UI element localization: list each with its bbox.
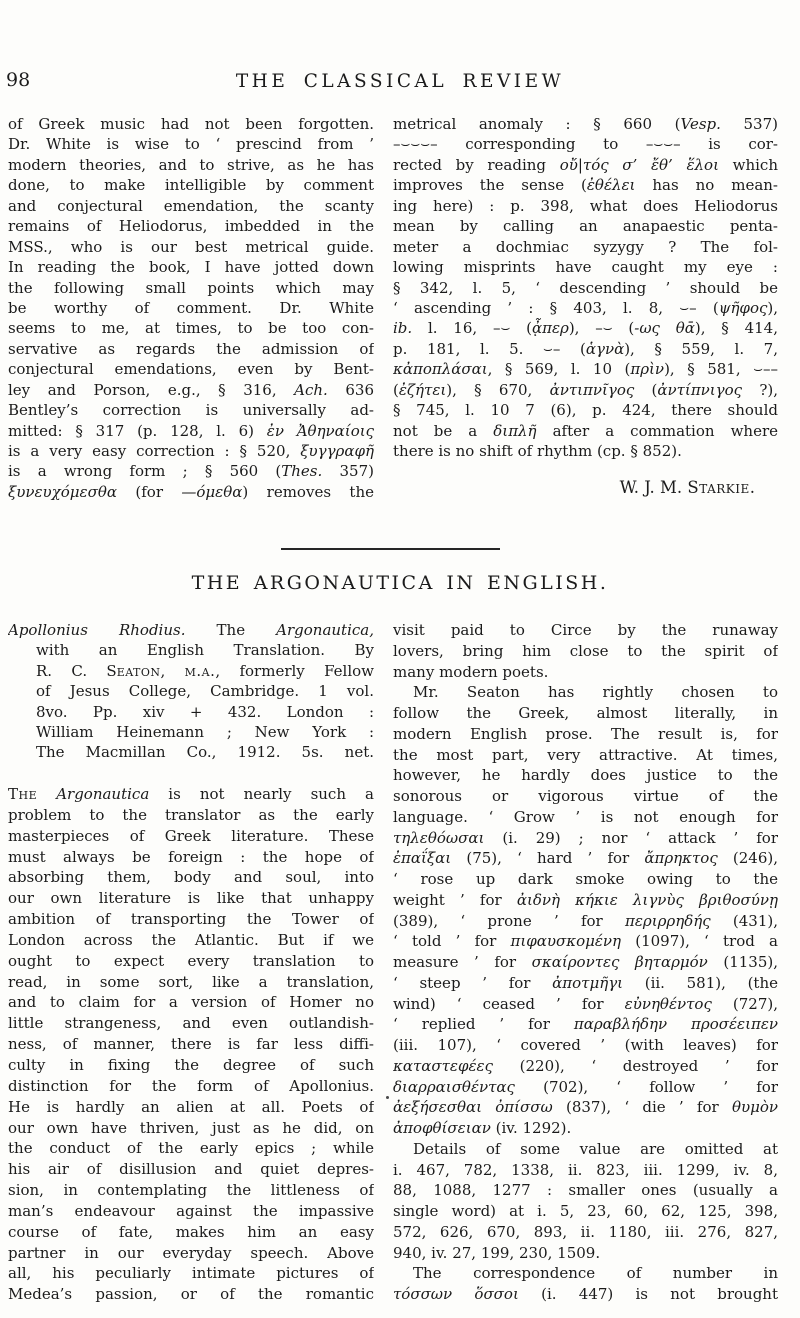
text-line: (ἐζήτει), § 670, ἀντιπνῖγος (ἀντίπνιγος ?), <box>393 380 778 399</box>
text-line: read, in some sort, like a translation, <box>8 972 374 991</box>
text-line: 572, 626, 670, 893, ii. 1180, iii. 276, 827, <box>393 1222 778 1241</box>
text-line: absorbing them, body and soul, into <box>8 868 374 887</box>
text-line: MSS., who is our best metrical guide. <box>8 237 374 256</box>
text-line: (389), ‘ prone ’ for περιρρηδής (431), <box>393 911 778 930</box>
text-line: ley and Porson, e.g., § 316, Ach. 636 <box>8 380 374 399</box>
text-line: seems to me, at times, to be too con- <box>8 319 374 338</box>
text-line: must always be foreign : the hope of <box>8 847 374 866</box>
text-line: The Macmillan Co., 1912. 5s. net. <box>36 743 374 762</box>
text-line: of Jesus College, Cambridge. 1 vol. <box>36 682 374 701</box>
text-line: London across the Atlantic. But if we <box>8 930 374 949</box>
text-line: ‘ replied ’ for παραβλήδην προσέειπεν <box>393 1015 778 1034</box>
article-title: THE ARGONAUTICA IN ENGLISH. <box>191 572 609 594</box>
text-line: modern English prose. The result is, for <box>393 724 778 743</box>
text-line: however, he hardly does justice to the <box>393 766 778 785</box>
text-line: The correspondence of number in <box>413 1264 778 1283</box>
text-line: course of fate, makes him an easy <box>8 1222 374 1241</box>
text-line: 88, 1088, 1277 : smaller ones (usually a <box>393 1181 778 1200</box>
text-line: improves the sense (ἐθέλει has no mean- <box>393 176 778 195</box>
text-line: the following small points which may <box>8 278 374 297</box>
text-line: William Heinemann ; New York : <box>36 722 374 741</box>
text-line: τόσσων ὅσσοι (i. 447) is not brought <box>393 1285 778 1303</box>
text-line: ambition of transporting the Tower of <box>8 910 374 929</box>
text-line: language. ‘ Grow ’ is not enough for <box>393 807 778 826</box>
text-line: The Argonautica is not nearly such a <box>8 785 374 803</box>
text-line: ξυνευχόμεσθα (for —όμεθα) removes the <box>8 482 374 501</box>
text-line: p. 181, l. 5. ⌣– (ἁγνὰ), § 559, l. 7, <box>393 339 778 358</box>
text-line: is a very easy correction : § 520, ξυγγραφῆ <box>8 442 374 460</box>
text-line: ness, of manner, there is far less diffi- <box>8 1035 374 1054</box>
text-line: meter a dochmiac syzygy ? The fol- <box>393 237 778 256</box>
text-line: ‘ steep ’ for ἀποτμῆγι (ii. 581), (the <box>393 973 778 992</box>
text-line: wind) ‘ ceased ’ for εὐνηθέντος (727), <box>393 994 778 1013</box>
text-line: single word) at i. 5, 23, 60, 62, 125, 398, <box>393 1202 778 1220</box>
text-line: servative as regards the admission of <box>8 339 374 358</box>
text-line: lovers, bring him close to the spirit of <box>393 641 778 660</box>
second-review-left-column <box>8 784 374 1305</box>
text-line: his air of disillusion and quiet depres- <box>8 1160 374 1179</box>
text-line: be worthy of comment. Dr. White <box>8 298 374 317</box>
text-line: not be a διπλῆ after a commation where <box>393 421 778 440</box>
text-line: Dr. White is wise to ‘ prescind from ’ <box>8 135 374 154</box>
author-signature: W. J. M. Starkie. <box>619 478 755 497</box>
text-line: our own literature is like that unhappy <box>8 889 374 908</box>
text-line: problem to the translator as the early <box>8 805 374 824</box>
text-line: R. C. Seaton, m.a., formerly Fellow <box>36 661 374 680</box>
text-line: § 745, l. 10 7 (6), p. 424, there should <box>393 401 778 420</box>
text-line: visit paid to Circe by the runaway <box>393 621 778 639</box>
text-line: masterpieces of Greek literature. These <box>8 826 374 845</box>
text-line: § 342, l. 5, ‘ descending ’ should be <box>393 278 778 297</box>
page-number: 98 <box>6 69 31 91</box>
text-line: the most part, very attractive. At times, <box>393 745 778 764</box>
first-review-right-column <box>393 114 778 461</box>
text-line: the conduct of the early epics ; while <box>8 1139 374 1158</box>
text-line: mean by calling an anapaestic penta- <box>393 217 778 236</box>
text-line: Medea’s passion, or of the romantic <box>8 1285 374 1304</box>
text-line: distinction for the form of Apollonius. <box>8 1076 374 1095</box>
text-line: rected by reading οὔ|τός σ’ ἔθ’ ἕλοι which <box>393 155 778 174</box>
text-line: with an English Translation. By <box>36 641 374 660</box>
text-line: weight ’ for ἀιδνὴ κήκιε λιγνὺς βριθοσύνῃ <box>393 890 778 909</box>
text-line: man’s endeavour against the impassive <box>8 1201 374 1220</box>
text-line: modern theories, and to strive, as he has <box>8 155 374 174</box>
text-line: there is no shift of rhythm (cp. § 852). <box>393 442 682 460</box>
section-divider-rule <box>281 548 500 550</box>
text-line: –⌣⌣⌣– corresponding to –⌣⌣– is cor- <box>393 135 778 154</box>
first-review-left-column <box>8 114 374 502</box>
text-line: i. 467, 782, 1338, ii. 823, iii. 1299, iv. 8, <box>393 1160 778 1179</box>
text-line: Details of some value are omitted at <box>413 1139 778 1158</box>
text-line: lowing misprints have caught my eye : <box>393 258 778 277</box>
text-line: τηλεθόωσαι (i. 29) ; nor ‘ attack ’ for <box>393 828 778 847</box>
text-line: Bentley’s correction is universally ad- <box>8 401 374 420</box>
text-line: (iii. 107), ‘ covered ’ (with leaves) for <box>393 1036 778 1054</box>
journal-title: THE CLASSICAL REVIEW <box>235 71 565 92</box>
text-line: of Greek music had not been forgotten. <box>8 115 374 133</box>
bibliography-block <box>8 620 374 763</box>
text-line: and conjectural emendation, the scanty <box>8 196 374 215</box>
text-line: ‘ told ’ for πιφαυσκομένη (1097), ‘ trod a <box>393 932 778 951</box>
text-line: is a wrong form ; § 560 (Thes. 357) <box>8 462 374 481</box>
text-line: καταστεφέες (220), ‘ destroyed ’ for <box>393 1056 778 1075</box>
text-line: 940, iv. 27, 199, 230, 1509. <box>393 1243 601 1262</box>
text-line: sion, in contemplating the littleness of <box>8 1181 374 1200</box>
text-line: metrical anomaly : § 660 (Vesp. 537) <box>393 115 778 133</box>
text-line: little strangeness, and even outlandish- <box>8 1014 374 1033</box>
text-line: done, to make intelligible by comment <box>8 176 374 195</box>
text-line: ought to expect every translation to <box>8 951 374 970</box>
text-line: partner in our everyday speech. Above <box>8 1243 374 1262</box>
text-line: Mr. Seaton has rightly chosen to <box>413 683 778 702</box>
text-line: ‘ ascending ’ : § 403, l. 8, ⌣– (ψῆφος), <box>393 298 778 317</box>
text-line: many modern poets. <box>393 662 549 681</box>
text-line: conjectural emendations, even by Bent- <box>8 360 374 379</box>
text-line: κἀποπλάσαι, § 569, l. 10 (πρὶν), § 581, ⌣–– <box>393 360 778 379</box>
text-line: sonorous or vigorous virtue of the <box>393 787 778 805</box>
text-line: measure ’ for σκαίροντες βηταρμόν (1135), <box>393 953 778 971</box>
text-line: mitted: § 317 (p. 128, l. 6) ἐν Ἀθηναίοις <box>8 421 374 440</box>
text-line: διαρραισθέντας (702), ‘ follow ’ for <box>393 1077 778 1096</box>
text-line: culty in fixing the degree of such <box>8 1055 374 1074</box>
text-line: ib. l. 16, –⌣ (ᾆπερ), –⌣ (-ως θᾱ), § 414, <box>393 319 778 338</box>
text-line: ἀποφθίσειαν (iv. 1292). <box>393 1119 572 1137</box>
stray-ink-dot <box>386 1096 389 1099</box>
text-line: ‘ rose up dark smoke owing to the <box>393 870 778 888</box>
text-line: ἀεξήσεσθαι ὀπίσσω (837), ‘ die ’ for θυμὸν <box>393 1098 778 1117</box>
text-line: 8vo. Pp. xiv + 432. London : <box>36 702 374 721</box>
text-line: all, his peculiarly intimate pictures of <box>8 1264 374 1283</box>
second-review-right-column <box>393 620 778 1305</box>
text-line: ἐπαΐξαι (75), ‘ hard ’ for ἄπρηκτος (246), <box>393 849 778 868</box>
text-line: ing here) : p. 398, what does Heliodorus <box>393 196 778 215</box>
text-line: our own have thriven, just as he did, on <box>8 1118 374 1137</box>
text-line: He is hardly an alien at all. Poets of <box>8 1097 374 1116</box>
text-line: remains of Heliodorus, imbedded in the <box>8 217 374 236</box>
text-line: Apollonius Rhodius. The Argonautica, <box>8 621 374 639</box>
text-line: and to claim for a version of Homer no <box>8 993 374 1012</box>
text-line: In reading the book, I have jotted down <box>8 258 374 277</box>
text-line: follow the Greek, almost literally, in <box>393 704 778 722</box>
